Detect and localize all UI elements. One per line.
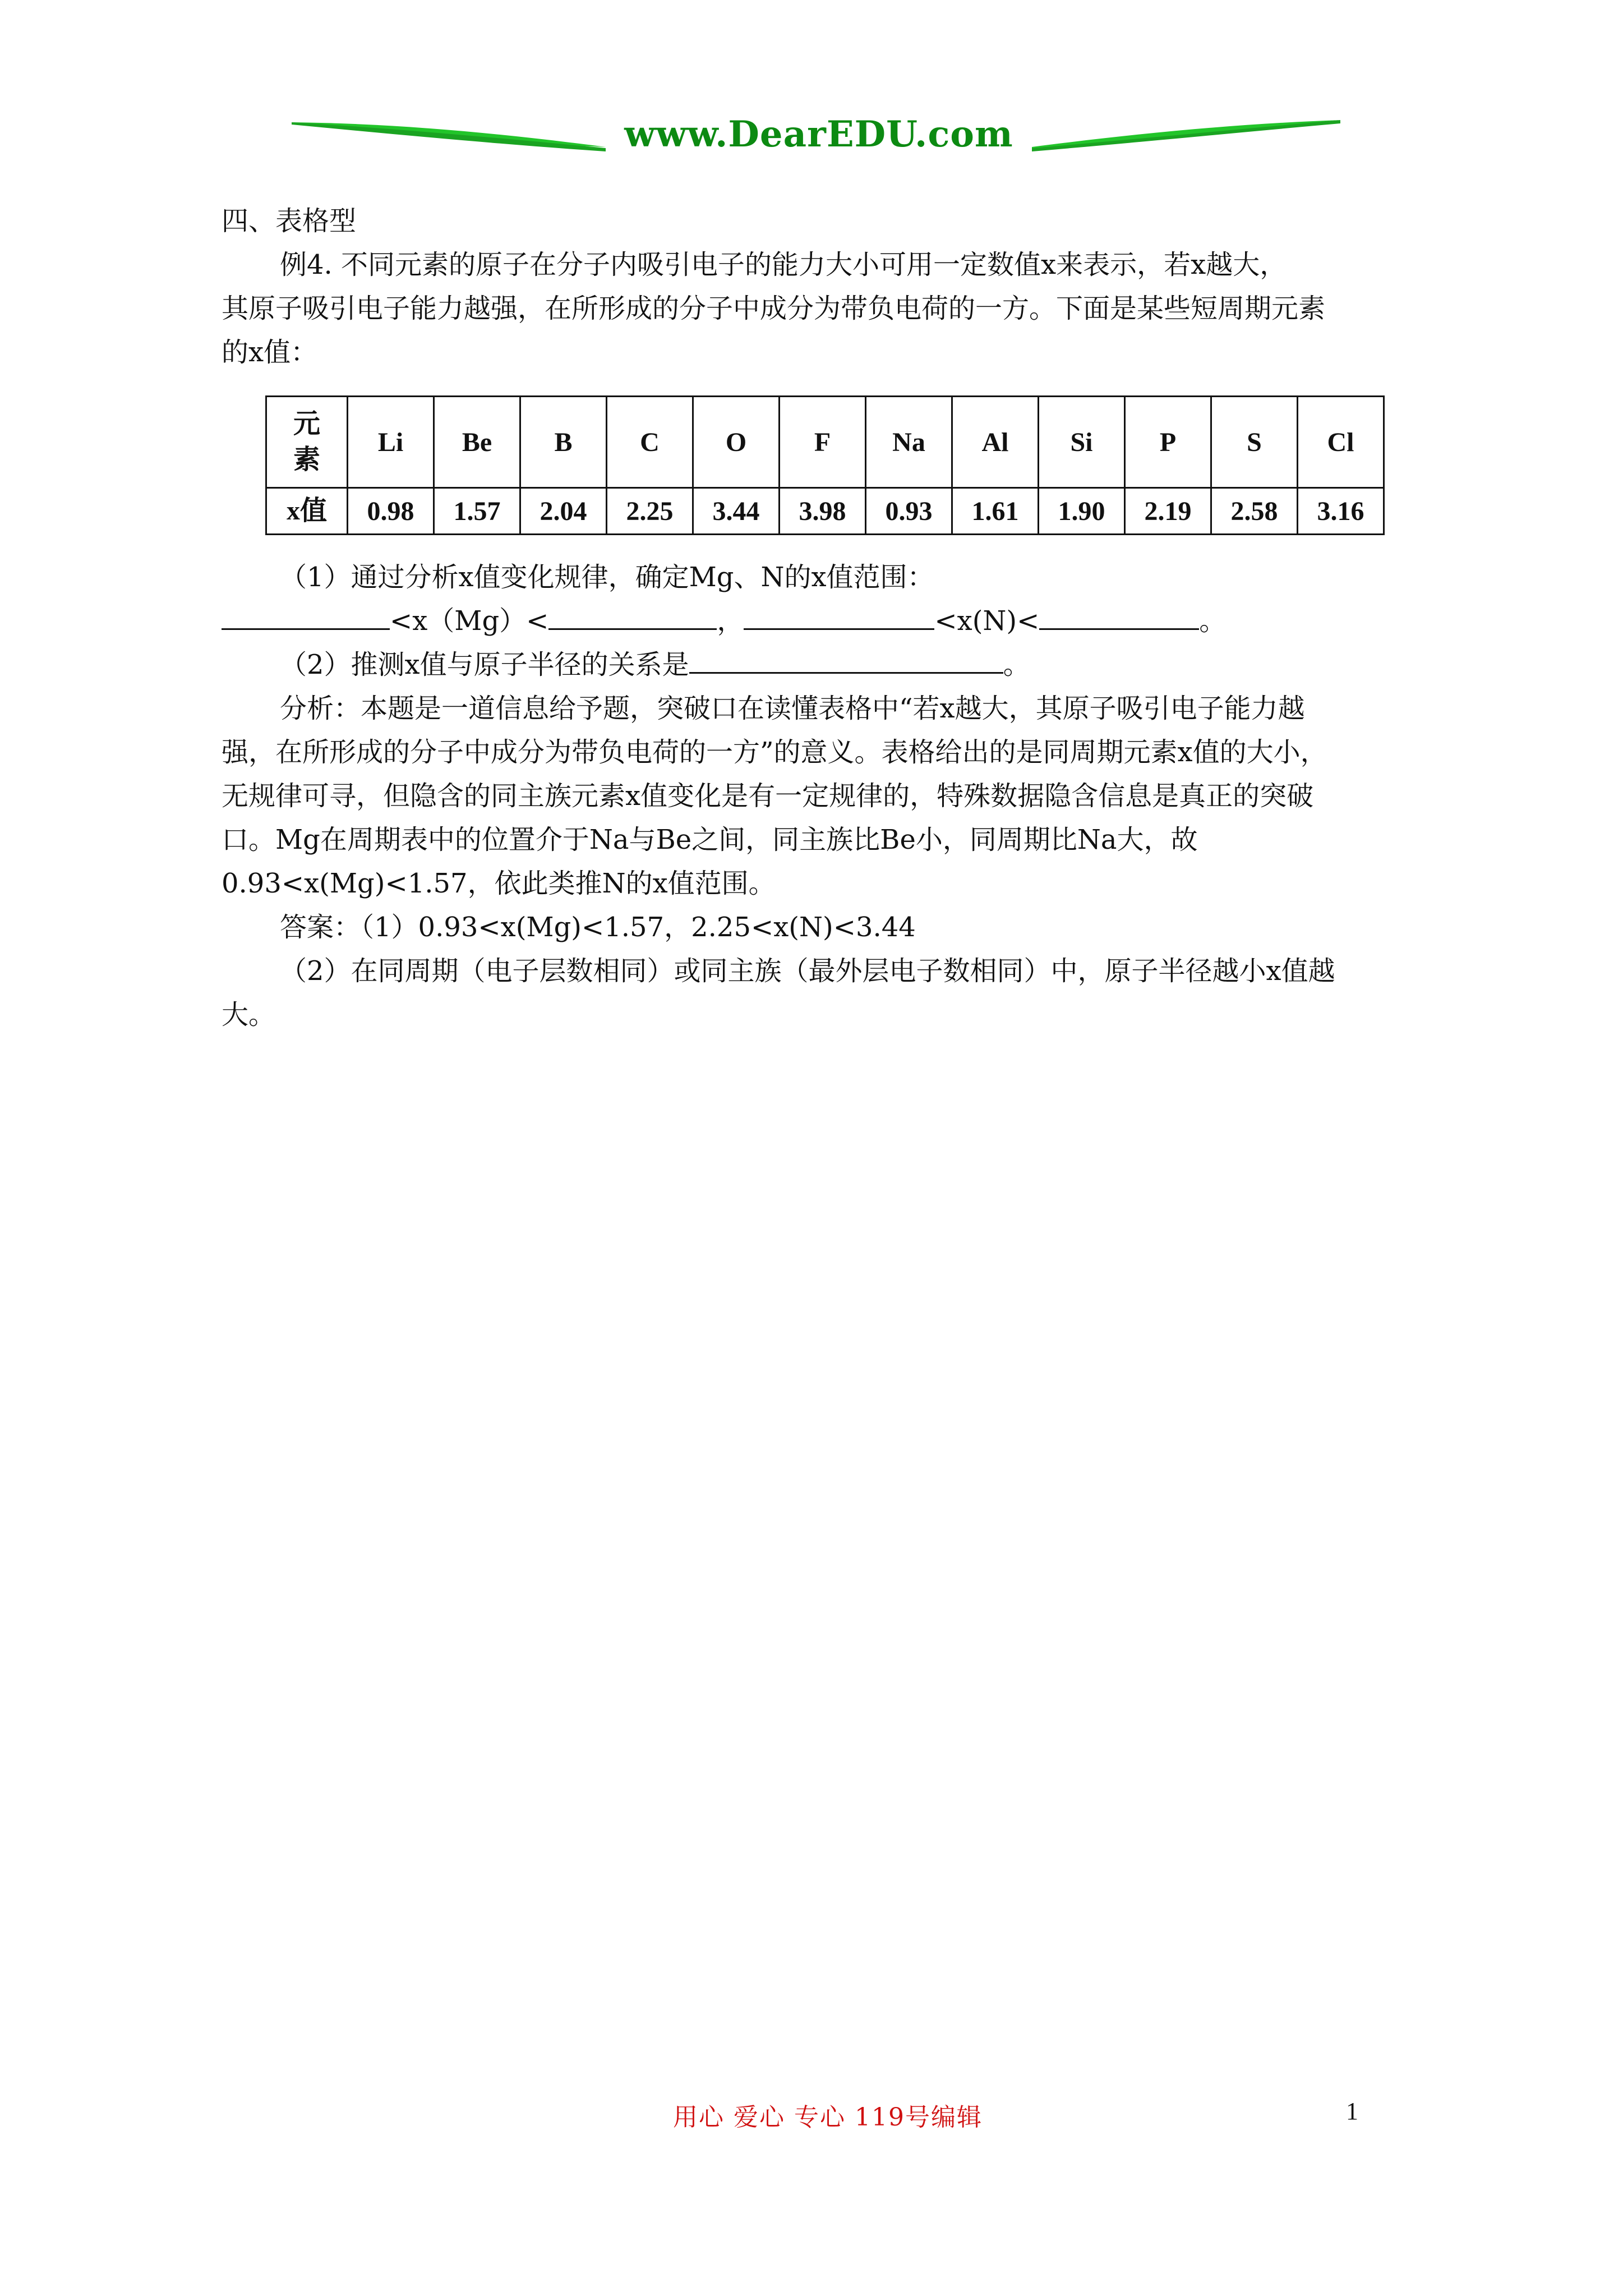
element-cell: Be (434, 397, 520, 488)
answer-blank[interactable] (1039, 602, 1199, 630)
answer-line-1: 答案：（1）0.93<x(Mg)<1.57，2.25<x(N)<3.44 (280, 912, 916, 943)
page-number: 1 (1346, 2097, 1358, 2125)
x-value-cell: 2.19 (1125, 488, 1211, 535)
answer-line-2: （2）在同周期（电子层数相同）或同主族（最外层电子数相同）中，原子半径越小x值越 (280, 955, 1335, 987)
document-body (222, 199, 1433, 1037)
element-cell: Li (348, 397, 434, 488)
header-banner (292, 112, 1340, 163)
element-cell: F (780, 397, 866, 488)
electronegativity-table (265, 395, 1385, 535)
x-value-cell: 3.16 (1298, 488, 1384, 535)
x-value-cell: 3.44 (693, 488, 780, 535)
element-cell: S (1211, 397, 1298, 488)
x-value-cell: 1.57 (434, 488, 520, 535)
analysis-line-1: 分析：本题是一道信息给予题，突破口在读懂表格中“若x越大，其原子吸引电子能力越 (280, 693, 1305, 724)
x-value-cell: 0.98 (348, 488, 434, 535)
x-value-cell: 2.25 (607, 488, 693, 535)
intro-line-2: 其原子吸引电子能力越强，在所形成的分子中成分为带负电荷的一方。下面是某些短周期元素 (222, 293, 1326, 324)
answer-line-3: 大。 (222, 999, 276, 1030)
question-1-end: 。 (1199, 605, 1227, 637)
separator-comma: ， (717, 605, 744, 637)
element-cell: C (607, 397, 693, 488)
x-value-cell: 3.98 (780, 488, 866, 535)
element-cell: Al (952, 397, 1039, 488)
element-cell: O (693, 397, 780, 488)
table-row-elements (266, 397, 1384, 488)
element-cell: B (520, 397, 607, 488)
intro-line-1: 例4. 不同元素的原子在分子内吸引电子的能力大小可用一定数值x来表示，若x越大， (280, 249, 1287, 280)
footer-slogan: 用心 爱心 专心 119号编辑 (673, 2103, 983, 2132)
answer-blank[interactable] (689, 646, 1003, 674)
intro-line-3: 的x值： (222, 337, 318, 368)
question-1: （1）通过分析x值变化规律，确定Mg、N的x值范围： (280, 562, 934, 593)
table-row-x-values (266, 488, 1384, 535)
mg-range-label: <x（Mg）< (390, 605, 549, 637)
site-logo[interactable]: www.DearEDU.com (624, 113, 1013, 155)
element-cell: Na (866, 397, 952, 488)
analysis-line-5: 0.93<x(Mg)<1.57，依此类推N的x值范围。 (222, 868, 776, 899)
element-cell: P (1125, 397, 1211, 488)
analysis-line-3: 无规律可寻，但隐含的同主族元素x值变化是有一定规律的，特殊数据隐含信息是真正的突破 (222, 780, 1314, 812)
page-footer (0, 2097, 1623, 2131)
x-value-cell: 0.93 (866, 488, 952, 535)
analysis-line-2: 强，在所形成的分子中成分为带负电荷的一方”的意义。表格给出的是同周期元素x值的大小， (222, 737, 1327, 768)
electronegativity-table-wrap (265, 395, 1433, 535)
x-value-cell: 2.58 (1211, 488, 1298, 535)
row-header-x: x值 (266, 488, 348, 535)
x-value-cell: 1.90 (1039, 488, 1125, 535)
element-cell: Si (1039, 397, 1125, 488)
n-range-label: <x(N)< (934, 605, 1040, 637)
answer-blank[interactable] (548, 602, 717, 630)
x-value-cell: 2.04 (520, 488, 607, 535)
element-cell: Cl (1298, 397, 1384, 488)
row-header-element: 元 素 (266, 397, 348, 488)
section-title: 四、表格型 (222, 205, 357, 237)
answer-blank[interactable] (222, 602, 390, 630)
question-2: （2）推测x值与原子半径的关系是 。 (222, 643, 1433, 687)
analysis-line-4: 口。Mg在周期表中的位置介于Na与Be之间，同主族比Be小，同周期比Na大，故 (222, 824, 1198, 855)
question-1-blanks (222, 599, 1433, 643)
answer-blank[interactable] (744, 602, 934, 630)
x-value-cell: 1.61 (952, 488, 1039, 535)
